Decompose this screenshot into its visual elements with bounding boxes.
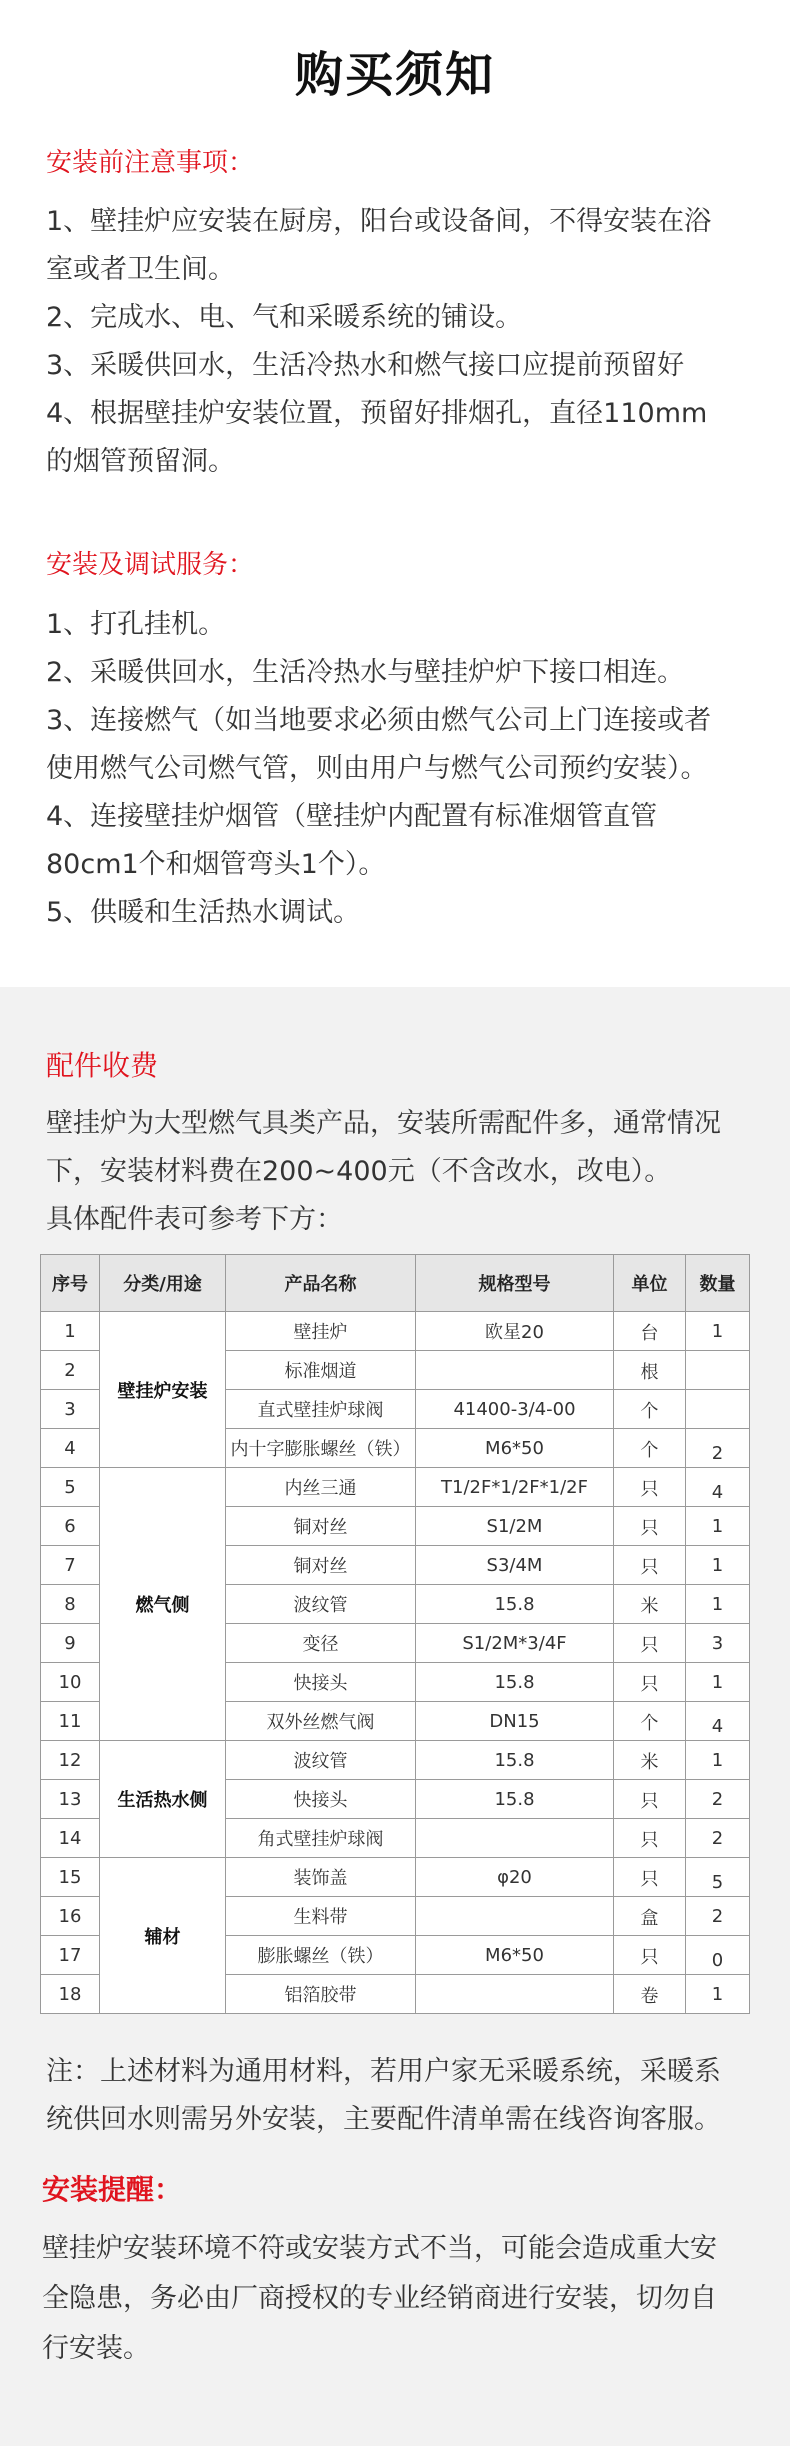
service-heading: 安装及调试服务： (46, 550, 255, 580)
row-unit: 只 (614, 1507, 686, 1546)
parts-intro-line: 下，安装材料费在200~400元（不含改水，改电）。 (46, 1156, 672, 1187)
row-qty: 5 (686, 1858, 750, 1897)
row-name: 铜对丝 (226, 1546, 416, 1585)
service-line: 1、打孔挂机。 (46, 609, 226, 640)
header-name: 产品名称 (226, 1255, 416, 1312)
row-spec (416, 1897, 614, 1936)
header-no: 序号 (41, 1255, 100, 1312)
row-qty: 1 (686, 1975, 750, 2014)
row-spec: T1/2F*1/2F*1/2F (416, 1468, 614, 1507)
parts-intro-line: 壁挂炉为大型燃气具类产品，安装所需配件多，通常情况 (46, 1108, 721, 1139)
row-qty (686, 1351, 750, 1390)
service-line: 3、连接燃气（如当地要求必须由燃气公司上门连接或者 (46, 705, 712, 736)
row-unit: 个 (614, 1702, 686, 1741)
row-name: 标准烟道 (226, 1351, 416, 1390)
row-name: 生料带 (226, 1897, 416, 1936)
parts-intro-line: 具体配件表可参考下方： (46, 1204, 343, 1235)
row-spec: 15.8 (416, 1780, 614, 1819)
pre-install-line: 室或者卫生间。 (46, 254, 235, 285)
table-row (41, 1468, 750, 1507)
row-name: 变径 (226, 1624, 416, 1663)
row-no: 3 (41, 1390, 100, 1429)
row-qty (686, 1390, 750, 1429)
row-qty: 2 (686, 1819, 750, 1858)
row-spec (416, 1975, 614, 2014)
row-qty: 1 (686, 1312, 750, 1351)
row-spec: M6*50 (416, 1936, 614, 1975)
row-no: 14 (41, 1819, 100, 1858)
row-spec: 15.8 (416, 1663, 614, 1702)
header-qty: 数量 (686, 1255, 750, 1312)
row-qty: 1 (686, 1507, 750, 1546)
row-no: 8 (41, 1585, 100, 1624)
pre-install-heading: 安装前注意事项： (46, 148, 255, 178)
row-no: 1 (41, 1312, 100, 1351)
category-cell: 燃气侧 (100, 1468, 226, 1741)
row-name: 内十字膨胀螺丝（铁） (226, 1429, 416, 1468)
row-name: 波纹管 (226, 1741, 416, 1780)
row-spec (416, 1819, 614, 1858)
parts-intro (46, 1100, 756, 1244)
row-unit: 根 (614, 1351, 686, 1390)
row-spec (416, 1351, 614, 1390)
category-cell: 辅材 (100, 1858, 226, 2014)
row-no: 11 (41, 1702, 100, 1741)
row-no: 12 (41, 1741, 100, 1780)
row-no: 5 (41, 1468, 100, 1507)
row-unit: 米 (614, 1585, 686, 1624)
reminder-line: 壁挂炉安装环境不符或安装方式不当，可能会造成重大安 (42, 2233, 717, 2264)
row-qty: 1 (686, 1741, 750, 1780)
row-qty: 2 (686, 1897, 750, 1936)
row-name: 快接头 (226, 1663, 416, 1702)
row-spec: 15.8 (416, 1741, 614, 1780)
service-line: 5、供暖和生活热水调试。 (46, 897, 361, 928)
row-qty: 1 (686, 1546, 750, 1585)
row-spec: S1/2M*3/4F (416, 1624, 614, 1663)
pre-install-line: 2、完成水、电、气和采暖系统的铺设。 (46, 302, 523, 333)
row-no: 6 (41, 1507, 100, 1546)
service-line: 2、采暖供回水，生活冷热水与壁挂炉炉下接口相连。 (46, 657, 685, 688)
row-name: 快接头 (226, 1780, 416, 1819)
row-unit: 只 (614, 1780, 686, 1819)
header-unit: 单位 (614, 1255, 686, 1312)
pre-install-line: 4、根据壁挂炉安装位置，预留好排烟孔，直径110mm (46, 398, 708, 429)
table-header-row (41, 1255, 750, 1312)
table-row (41, 1741, 750, 1780)
row-unit: 只 (614, 1819, 686, 1858)
row-name: 双外丝燃气阀 (226, 1702, 416, 1741)
row-spec: S3/4M (416, 1546, 614, 1585)
page-title: 购买须知 (294, 47, 495, 103)
row-qty: 0 (686, 1936, 750, 1975)
row-unit: 只 (614, 1468, 686, 1507)
row-unit: 只 (614, 1663, 686, 1702)
row-spec: M6*50 (416, 1429, 614, 1468)
row-no: 18 (41, 1975, 100, 2014)
service-line: 4、连接壁挂炉烟管（壁挂炉内配置有标准烟管直管 (46, 801, 658, 832)
row-name: 内丝三通 (226, 1468, 416, 1507)
row-unit: 个 (614, 1390, 686, 1429)
row-unit: 只 (614, 1858, 686, 1897)
service-line: 使用燃气公司燃气管，则由用户与燃气公司预约安装）。 (46, 753, 708, 784)
row-unit: 只 (614, 1624, 686, 1663)
row-qty: 1 (686, 1585, 750, 1624)
row-no: 9 (41, 1624, 100, 1663)
row-unit: 米 (614, 1741, 686, 1780)
row-qty: 1 (686, 1663, 750, 1702)
row-unit: 盒 (614, 1897, 686, 1936)
row-no: 16 (41, 1897, 100, 1936)
row-no: 4 (41, 1429, 100, 1468)
row-no: 10 (41, 1663, 100, 1702)
row-spec: 41400-3/4-00 (416, 1390, 614, 1429)
pre-install-text (46, 198, 756, 486)
table-row (41, 1858, 750, 1897)
row-spec: φ20 (416, 1858, 614, 1897)
row-spec: 15.8 (416, 1585, 614, 1624)
row-name: 铜对丝 (226, 1507, 416, 1546)
reminder-text (42, 2224, 752, 2374)
row-unit: 卷 (614, 1975, 686, 2014)
row-no: 13 (41, 1780, 100, 1819)
row-qty: 2 (686, 1429, 750, 1468)
row-name: 波纹管 (226, 1585, 416, 1624)
row-spec: S1/2M (416, 1507, 614, 1546)
parts-note-line: 统供回水则需另外安装，主要配件清单需在线咨询客服。 (46, 2104, 721, 2135)
row-qty: 3 (686, 1624, 750, 1663)
row-qty: 4 (686, 1702, 750, 1741)
row-name: 膨胀螺丝（铁） (226, 1936, 416, 1975)
parts-note-line: 注：上述材料为通用材料，若用户家无采暖系统，采暖系 (46, 2056, 721, 2087)
pre-install-line: 的烟管预留洞。 (46, 446, 235, 477)
reminder-heading: 安装提醒： (42, 2173, 183, 2206)
row-name: 铝箔胶带 (226, 1975, 416, 2014)
row-name: 装饰盖 (226, 1858, 416, 1897)
row-no: 7 (41, 1546, 100, 1585)
row-qty: 2 (686, 1780, 750, 1819)
pre-install-line: 3、采暖供回水，生活冷热水和燃气接口应提前预留好 (46, 350, 685, 381)
row-spec: 欧星20 (416, 1312, 614, 1351)
header-spec: 规格型号 (416, 1255, 614, 1312)
parts-note (46, 2048, 756, 2144)
row-unit: 只 (614, 1546, 686, 1585)
service-line: 80cm1个和烟管弯头1个）。 (46, 849, 386, 880)
row-no: 15 (41, 1858, 100, 1897)
row-unit: 台 (614, 1312, 686, 1351)
row-qty: 4 (686, 1468, 750, 1507)
category-cell: 生活热水侧 (100, 1741, 226, 1858)
row-name: 直式壁挂炉球阀 (226, 1390, 416, 1429)
parts-heading: 配件收费 (46, 1049, 159, 1082)
row-name: 角式壁挂炉球阀 (226, 1819, 416, 1858)
service-text (46, 601, 756, 937)
row-no: 17 (41, 1936, 100, 1975)
header-category: 分类/用途 (100, 1255, 226, 1312)
row-name: 壁挂炉 (226, 1312, 416, 1351)
category-cell: 壁挂炉安装 (100, 1312, 226, 1468)
row-no: 2 (41, 1351, 100, 1390)
row-unit: 个 (614, 1429, 686, 1468)
table-row (41, 1312, 750, 1351)
row-spec: DN15 (416, 1702, 614, 1741)
reminder-line: 全隐患，务必由厂商授权的专业经销商进行安装，切勿自 (42, 2283, 717, 2314)
row-unit: 只 (614, 1936, 686, 1975)
reminder-line: 行安装。 (42, 2333, 150, 2364)
parts-table (40, 1254, 750, 2014)
pre-install-line: 1、壁挂炉应安装在厨房，阳台或设备间，不得安装在浴 (46, 206, 712, 237)
